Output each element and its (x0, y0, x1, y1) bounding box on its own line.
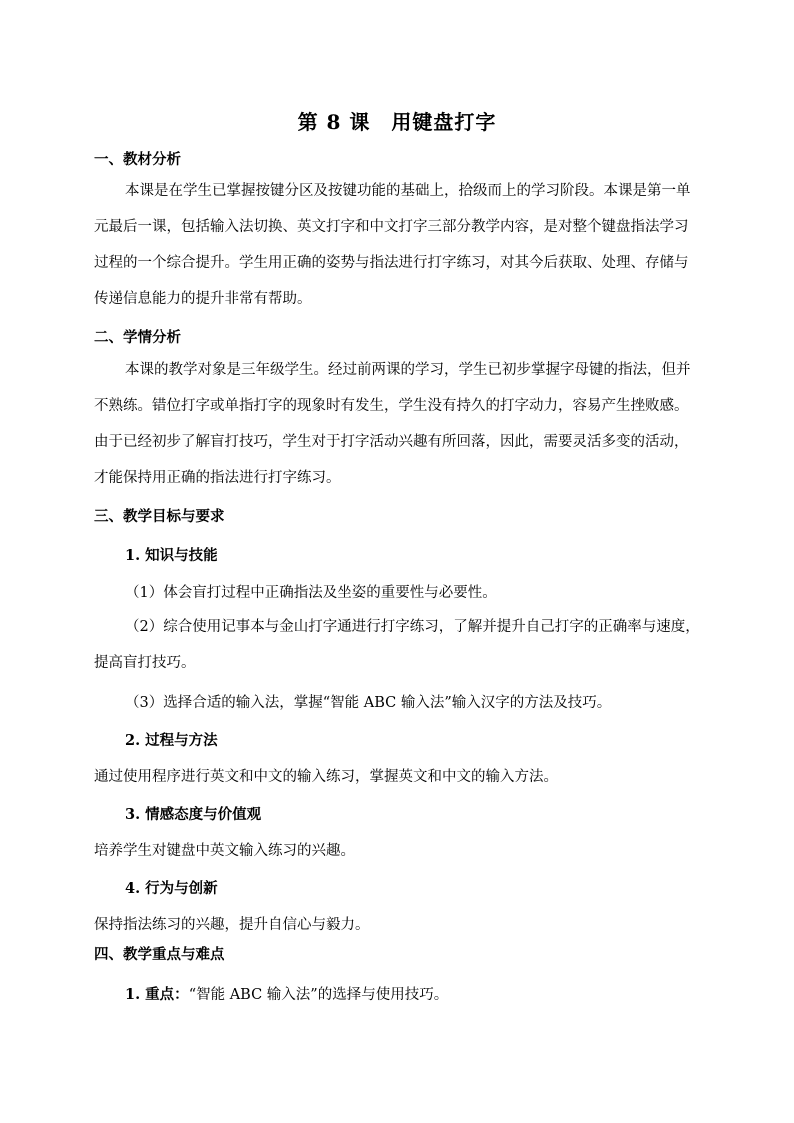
subheading-process-method: 2. 过程与方法 (125, 732, 218, 749)
subheading-behavior-innovation: 4. 行为与创新 (125, 880, 218, 897)
key-point-text: “智能 ABC 输入法”的选择与使用技巧。 (188, 987, 449, 1003)
list-item: （3）选择合适的输入法，掌握“智能 ABC 输入法”输入汉字的方法及技巧。 (125, 695, 612, 711)
key-point (125, 983, 448, 1004)
section-heading-1: 一、教材分析 (94, 151, 181, 168)
section-heading-4: 四、教学重点与难点 (94, 946, 225, 963)
paragraph: 保持指法练习的兴趣，提升自信心与毅力。 (94, 917, 370, 933)
list-item: （1）体会盲打过程中正确指法及坐姿的重要性与必要性。 (125, 585, 497, 601)
section-body-1: 本课是在学生已掌握按键分区及按键功能的基础上，拾级而上的学习阶段。本课是第一单元最后一课，包括输入法切换、英文打字和中文打字三部分教学内容，是对整个键盘指法学习过程的一个综合提升。学生用正确的姿势与指法进行打字练习，对其今后获取、处理、存储与传递信息能力的提升非常有帮助。 (94, 183, 691, 307)
subheading-attitude-values: 3. 情感态度与价值观 (125, 806, 262, 823)
list-item: （2）综合使用记事本与金山打字通进行打字练习，了解并提升自己打字的正确率与速度，提高盲打技巧。 (94, 619, 700, 671)
subheading-knowledge-skills: 1. 知识与技能 (125, 547, 218, 564)
section-heading-3: 三、教学目标与要求 (94, 508, 225, 525)
paragraph: 通过使用程序进行英文和中文的输入练习，掌握英文和中文的输入方法。 (94, 769, 558, 785)
page-title: 第 8 课 用键盘打字 (297, 110, 497, 134)
key-point-label: 1. 重点： (125, 986, 189, 1003)
paragraph: 培养学生对键盘中英文输入练习的兴趣。 (94, 843, 355, 859)
section-body-2: 本课的教学对象是三年级学生。经过前两课的学习，学生已初步掌握字母键的指法，但并不熟练。错位打字或单指打字的现象时有发生，学生没有持久的打字动力，容易产生挫败感。由于已经初步了解盲打技巧，学生对于打字活动兴趣有所回落，因此，需要灵活多变的活动，才能保持用正确的指法进行打字练习。 (94, 362, 691, 486)
section-heading-2: 二、学情分析 (94, 329, 181, 346)
